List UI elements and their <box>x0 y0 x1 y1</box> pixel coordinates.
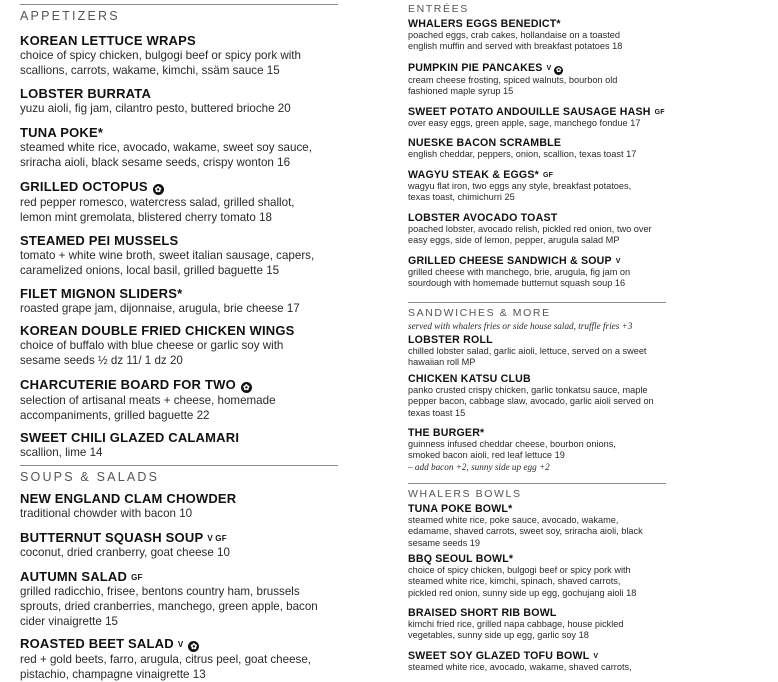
sandwiches-note: served with whalers fries or side house salad, truffle fries +3 <box>408 321 633 331</box>
item-name: NEW ENGLAND CLAM CHOWDER <box>20 491 237 506</box>
item-price: 13 <box>192 668 206 681</box>
vegetarian-icon: ✿ <box>556 67 562 74</box>
menu-item <box>20 530 340 560</box>
item-desc: scallion, lime <box>20 446 87 459</box>
menu-item <box>20 430 340 460</box>
item-price: 18 <box>612 41 623 52</box>
item-price: 19 <box>554 450 565 461</box>
item-name: GRILLED OCTOPUS <box>20 179 148 194</box>
item-desc: steamed white rice, avocado, wakame, sweet soy sauce, sriracha aioli, black sesame seeds, crispy wonton <box>20 141 312 169</box>
diet-tag: V GF <box>207 534 227 543</box>
item-name: WHALERS EGGS BENEDICT* <box>408 18 561 30</box>
item-name: SWEET POTATO ANDOUILLE SAUSAGE HASH <box>408 106 651 118</box>
item-desc: roasted grape jam, dijonnaise, arugula, brie cheese <box>20 302 284 315</box>
menu-item <box>408 553 666 599</box>
item-desc: poached eggs, crab cakes, hollandaise on a toasted english muffin and served with breakfast potatoes <box>408 30 620 52</box>
menu-item <box>408 334 666 369</box>
section-rule <box>408 302 666 303</box>
burger-addons: – add bacon +2, sunny side up egg +2 <box>408 461 550 472</box>
item-desc: steamed white rice, poke sauce, avocado, wakame, edamame, shaved carrots, sweet soy, sriracha aioli, black sesame seeds <box>408 515 643 548</box>
item-price: 15 <box>455 407 466 418</box>
item-desc: choice of buffalo with blue cheese or garlic soy with sesame seeds ½ dz 11/ 1 dz 20 <box>20 339 284 367</box>
item-price: 19 <box>469 537 481 548</box>
vegetarian-icon: ✿ <box>153 184 164 195</box>
menu-item <box>408 427 666 472</box>
item-desc: wagyu flat iron, two eggs any style, breakfast potatoes, texas toast, chimichurri <box>408 181 632 203</box>
diet-tag: GF <box>542 172 554 179</box>
item-desc: poached lobster, avocado relish, pickled red onion, two over easy eggs, side of lemon, pepper, arugula salad <box>408 224 652 246</box>
item-name: BRAISED SHORT RIB BOWL <box>408 607 557 619</box>
menu-item <box>408 62 666 98</box>
item-desc: red pepper romesco, watercress salad, grilled shallot, lemon mint gremolata, blistered cherry tomato <box>20 196 295 224</box>
menu-item <box>20 377 340 423</box>
vegetarian-icon: ✿ <box>241 382 252 393</box>
item-name: LOBSTER ROLL <box>408 334 493 346</box>
section-heading-soups-salads: SOUPS & SALADS <box>20 470 160 484</box>
item-name: TUNA POKE* <box>20 125 104 140</box>
item-name: SWEET SOY GLAZED TOFU BOWL <box>408 650 590 662</box>
item-price: 18 <box>578 630 589 641</box>
item-desc: choice of spicy chicken, bulgogi beef or spicy pork with steamed white rice, kimchi, spinach, shaved carrots, pickled red onion, sunny side up egg, gochujang aioli <box>408 565 631 598</box>
menu-item <box>408 18 666 53</box>
diet-tag: V <box>593 653 599 660</box>
item-name: KOREAN DOUBLE FRIED CHICKEN WINGS <box>20 323 295 338</box>
menu-item <box>20 569 340 629</box>
item-name: LOBSTER BURRATA <box>20 86 152 101</box>
item-name: PUMPKIN PIE PANCAKES <box>408 62 543 74</box>
item-price: 16 <box>277 156 291 169</box>
menu-item <box>20 86 340 116</box>
item-price: 10 <box>179 507 193 520</box>
item-price: 10 <box>217 546 230 559</box>
item-name: TUNA POKE BOWL* <box>408 503 513 515</box>
menu-item <box>408 106 666 129</box>
item-name: CHARCUTERIE BOARD FOR TWO <box>20 377 236 392</box>
item-desc: choice of spicy chicken, bulgogi beef or spicy pork with scallions, carrots, wakame, kimchi, ssäm sauce <box>20 49 301 77</box>
item-price: 18 <box>259 211 272 224</box>
menu-item <box>20 125 340 170</box>
item-price: 15 <box>266 64 280 77</box>
menu-item <box>408 212 666 247</box>
item-name: WAGYU STEAK & EGGS* <box>408 169 539 181</box>
diet-tag: V <box>177 640 184 649</box>
item-desc: cream cheese frosting, spiced walnuts, bourbon old fashioned maple syrup <box>408 75 618 97</box>
item-desc: kimchi fried rice, grilled napa cabbage, house pickled vegetables, sunny side up egg, garlic soy <box>408 619 624 641</box>
menu-item <box>20 491 340 521</box>
item-desc: steamed white rice, avocado, wakame, shaved carrots, <box>408 662 632 672</box>
item-name: THE BURGER* <box>408 427 485 439</box>
item-price: 16 <box>614 278 626 289</box>
diet-tag: V <box>615 258 621 265</box>
item-name: GRILLED CHEESE SANDWICH & SOUP <box>408 255 612 267</box>
item-name: BBQ SEOUL BOWL* <box>408 553 514 565</box>
section-heading-bowls: WHALERS BOWLS <box>408 488 522 500</box>
item-price: MP <box>605 235 620 246</box>
item-name: FILET MIGNON SLIDERS* <box>20 286 183 301</box>
item-name: BUTTERNUT SQUASH SOUP <box>20 530 204 545</box>
item-desc: panko crusted crispy chicken, garlic tonkatsu sauce, maple pepper bacon, cabbage slaw, avocado, garlic aioli served on texas toast <box>408 385 654 418</box>
item-price: 20 <box>277 102 291 115</box>
item-name: KOREAN LETTUCE WRAPS <box>20 33 196 48</box>
section-heading-appetizers: APPETIZERS <box>20 9 120 23</box>
item-desc: over easy eggs, green apple, sage, manchego fondue <box>408 118 628 128</box>
item-desc: guinness infused cheddar cheese, bourbon onions, smoked bacon aioli, red leaf lettuce <box>408 439 616 461</box>
item-name: STEAMED PEI MUSSELS <box>20 233 179 248</box>
item-price: 15 <box>266 264 280 277</box>
menu-item <box>20 33 340 78</box>
menu-item <box>20 636 340 682</box>
menu-item <box>408 373 666 419</box>
item-price: 15 <box>105 615 118 628</box>
item-price: 15 <box>503 86 514 97</box>
item-desc: grilled cheese with manchego, brie, arugula, fig jam on sourdough with homemade butternut squash soup <box>408 267 631 289</box>
item-name: NUESKE BACON SCRAMBLE <box>408 137 562 149</box>
item-desc: coconut, dried cranberry, goat cheese <box>20 546 214 559</box>
menu-item <box>408 503 666 549</box>
menu-item <box>408 137 666 160</box>
item-desc: traditional chowder with bacon <box>20 507 176 520</box>
diet-tag: V <box>546 65 552 72</box>
item-name: CHICKEN KATSU CLUB <box>408 373 531 385</box>
item-price: 14 <box>89 446 103 459</box>
menu-item <box>408 650 666 673</box>
item-desc: english cheddar, peppers, onion, scallion, texas toast <box>408 149 624 159</box>
section-rule <box>408 483 666 484</box>
menu-item <box>20 286 340 316</box>
item-price: 17 <box>626 149 637 159</box>
item-desc: yuzu aioli, fig jam, cilantro pesto, buttered brioche <box>20 102 275 115</box>
menu-item <box>408 255 666 290</box>
item-desc: red + gold beets, farro, arugula, citrus peel, goat cheese, pistachio, champagne vinaigrette <box>20 653 311 681</box>
item-desc: chilled lobster salad, garlic aioli, lettuce, served on a sweet hawaiian roll <box>408 346 647 368</box>
item-name: AUTUMN SALAD <box>20 569 128 584</box>
menu-item <box>20 323 340 368</box>
item-desc: tomato + white wine broth, sweet italian sausage, capers, caramelized onions, local basil, grilled baguette <box>20 249 315 277</box>
item-price: 25 <box>504 192 515 203</box>
item-name: ROASTED BEET SALAD <box>20 636 174 651</box>
section-heading-entrees: ENTRÉES <box>408 3 469 15</box>
menu-item <box>408 607 666 642</box>
menu-item <box>408 169 666 204</box>
vegetarian-icon: ✿ <box>188 641 199 652</box>
section-heading-sandwiches: SANDWICHES & MORE <box>408 307 551 319</box>
item-price: 17 <box>630 118 641 128</box>
item-price: 22 <box>196 409 210 422</box>
item-price: MP <box>461 357 476 368</box>
diet-tag: GF <box>131 573 143 582</box>
menu-item <box>20 179 340 225</box>
top-rule-left <box>20 4 338 5</box>
item-price: 18 <box>626 587 637 598</box>
item-name: LOBSTER AVOCADO TOAST <box>408 212 558 224</box>
menu-item <box>20 233 340 278</box>
item-desc: selection of artisanal meats + cheese, homemade accompaniments, grilled baguette <box>20 394 276 422</box>
diet-tag: GF <box>654 109 665 116</box>
item-name: SWEET CHILI GLAZED CALAMARI <box>20 430 240 445</box>
section-rule <box>20 465 338 466</box>
item-price: 17 <box>286 302 300 315</box>
item-desc: grilled radicchio, frisee, bentons country ham, brussels sprouts, dried cranberries, manchego, green apple, bacon cider vinaigrette <box>20 585 318 628</box>
